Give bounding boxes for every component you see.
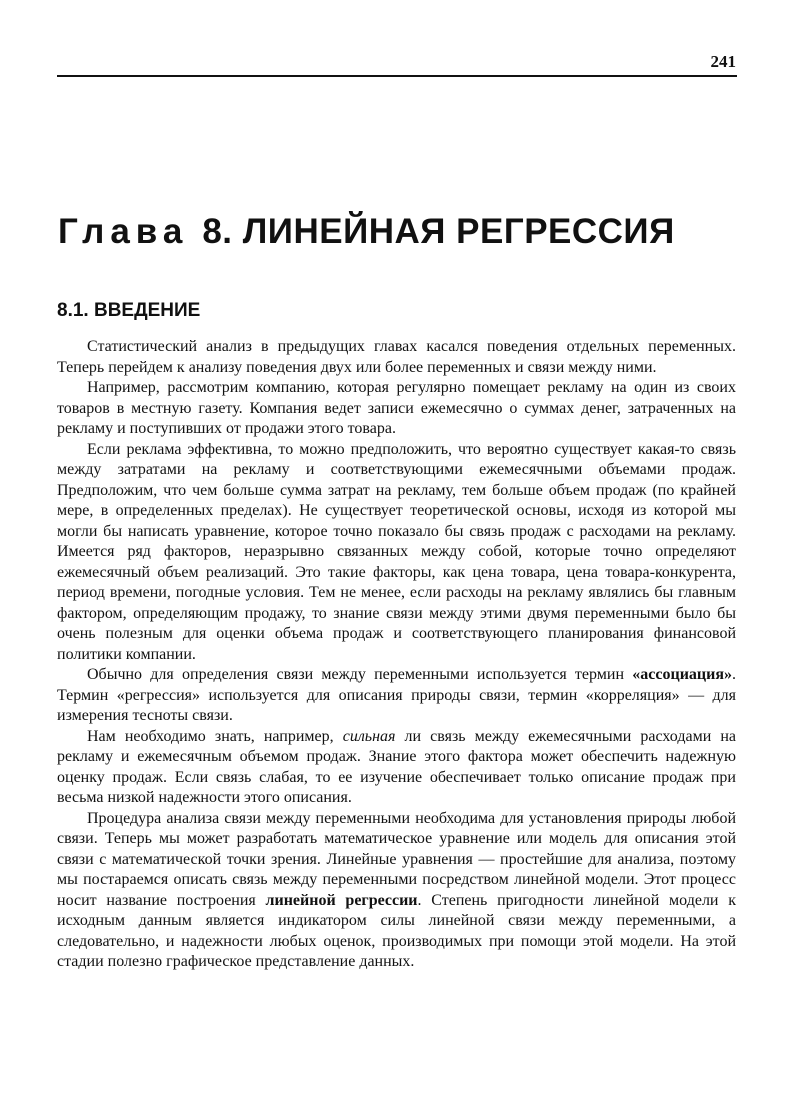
paragraph-6-text-a: Процедура анализа связи между переменными необходима для установления природы любой связи. Теперь мы может разработать математическое уравнение или модель для описания этой связи с математической точки зрения. Линейные уравнения — простейшие для анализа, поэтому мы постараемся описать связь между переменными посредством линейной модели. Этот процесс носит название построения: [57, 809, 736, 909]
paragraph-5-text-c: ли связь между ежемесячными расходами на рекламу и ежемесячным объемом продаж. Знание этого фактора может обеспечить надежную оценку продаж. Если связь слабая, то ее изучение обеспечивает только описание продаж при весьма низкой надежности этого описания.: [57, 727, 736, 806]
term-association: «ассоциация»: [632, 666, 732, 683]
term-linear-regression: линейной регрессии: [265, 891, 418, 909]
page-number: 241: [710, 52, 736, 71]
chapter-name: 8. ЛИНЕЙНАЯ РЕГРЕССИЯ: [202, 212, 675, 251]
chapter-label: Глава: [58, 212, 189, 251]
chapter-title: [58, 212, 758, 252]
paragraph-2: Например, рассмотрим компанию, которая регулярно помещает рекламу на один из своих товаров в местную газету. Компания ведет записи ежемесячно о суммах денег, затраченных на рекламу и поступивших от продажи этого товара.: [57, 379, 736, 437]
paragraph-3: Если реклама эффективна, то можно предположить, что вероятно существует какая-то связь между затратами на рекламу и соответствующими ежемесячными объемами продаж. Предположим, что чем больше сумма затрат на рекламу, тем больше объем продаж (по крайней мере, в определенных пределах). Не существует теоретической основы, исходя из которой мы могли бы написать уравнение, которое точно показало бы связь продаж с расходами на рекламу. Имеется ряд факторов, неразрывно связанных между собой, которые точно определяют ежемесячный объем реализаций. Это такие факторы, как цена товара, цена товара-конкурента, период времени, погодные условия. Тем не менее, если расходы на рекламу являлись бы главным фактором, определяющим продажу, то знание связи между этими двумя переменными было бы очень полезным для оценки объема продаж и соответствующего планирования финансовой политики компании.: [57, 440, 736, 663]
section-title: 8.1. ВВЕДЕНИЕ: [57, 300, 201, 321]
header-rule: [57, 75, 737, 77]
body-text: [57, 337, 736, 973]
paragraph-4-text-a: Обычно для определения связи между переменными используется термин: [87, 666, 633, 683]
paragraph-4: [57, 665, 736, 727]
paragraph-6-text-c: . Степень пригодности линейной модели к исходным данным является индикатором силы линейной связи между переменными, а следовательно, и надежности любых оценок, производимых при помощи этой модели. На этой стадии полезно графическое представление данных.: [57, 891, 736, 970]
paragraph-5: [57, 727, 736, 809]
paragraph-4-text-c: . Термин «регрессия» используется для описания природы связи, термин «корреляция» — для измерения тесноты связи.: [57, 666, 736, 724]
paragraph-1: Статистический анализ в предыдущих главах касался поведения отдельных переменных. Теперь перейдем к анализу поведения двух или более переменных и связи между ними.: [57, 338, 736, 376]
paragraph-6: [57, 809, 736, 973]
paragraph-5-text-a: Нам необходимо знать, например,: [87, 727, 343, 745]
emphasis-strong: сильная: [342, 727, 396, 745]
